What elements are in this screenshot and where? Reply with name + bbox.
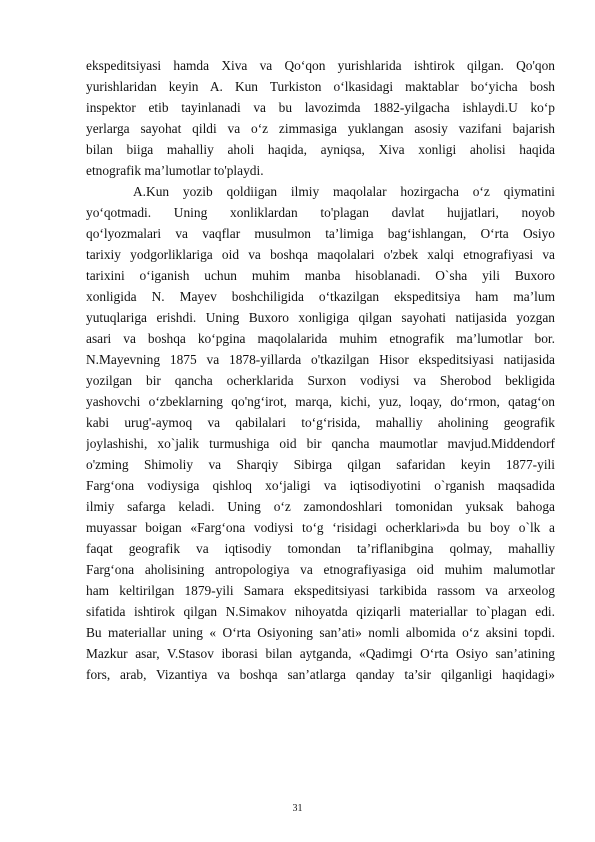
text-line: etnografik ma’lumotlar to'playdi. [86,163,264,178]
text-line: Bu materiallar uning « O‘rta Osiyoning san’ati» nomli albomida o‘z aksini topdi. [86,625,555,640]
paragraph-first-line: A.Kun yozib qoldiigan ilmiy maqolalar hozirgacha o‘z qiymatini [133,184,555,199]
text-line: ekspeditsiyasi hamda Xiva va Qo‘qon yurishlarida ishtirok qilgan. Qo'qon [86,58,555,73]
text-line: ilmiy safarga keladi. Uning o‘z zamondoshlari tomonidan yuksak bahoga [86,499,555,514]
text-line: bilan biiga mahalliy aholi haqida, ayniqsa, Xiva xonligi aholisi haqida [86,142,555,157]
body-text [86,55,555,685]
text-line: yozilgan bir qancha ocherklarida Surxon vodiysi va Sherobod bekligida [86,373,555,388]
text-line: yerlarga sayohat qildi va o‘z zimmasiga yuklangan asosiy vazifani bajarish [86,121,555,136]
text-line: yutuqlariga erishdi. Uning Buxoro xonligiga qilgan sayohati natijasida yozgan [86,310,555,325]
text-line: tarixiy yodgorliklariga oid va boshqa maqolalari o'zbek xalqi etnografiyasi va [86,247,555,262]
text-line: joylashishi, xo`jalik turmushiga oid bir qancha maumotlar mavjud.Middendorf [86,436,555,451]
text-line: Farg‘ona aholisining antropologiya va etnografiyasiga oid muhim malumotlar [86,562,555,577]
text-line: yashovchi o‘zbeklarning qo'ng‘irot, marqa, kichi, yuz, loqay, do‘rmon, qatag‘on [86,394,555,409]
text-line: N.Mayevning 1875 va 1878-yillarda o'tkazilgan Hisor ekspeditsiyasi natijasida [86,352,555,367]
page-number: 31 [292,803,303,814]
text-line: qo‘lyozmalari va vaqflar musulmon ta’limiga bag‘ishlangan, O‘rta Osiyo [86,226,555,241]
text-line: Mazkur asar, V.Stasov iborasi bilan aytganda, «Qadimgi O‘rta Osiyo san’atining [86,646,555,661]
text-line: muyassar boigan «Farg‘ona vodiysi to‘g ‘risidagi ocherklari»da bu boy o`lk a [86,520,555,535]
text-line: xonligida N. Mayev boshchiligida o‘tkazilgan ekspeditsiya ham ma’lum [86,289,555,304]
text-line: fors, arab, Vizantiya va boshqa san’atlarga qanday ta’sir qilganligi haqidagi» [86,667,555,682]
text-line: tarixini o‘iganish uchun muhim manba hisoblanadi. O`sha yili Buxoro [86,268,555,283]
text-line: yurishlaridan keyin A. Kun Turkiston o‘lkasidagi maktablar bo‘yicha bosh [86,79,555,94]
text-line: faqat geografik va iqtisodiy tomondan ta’riflanibgina qolmay, mahalliy [86,541,555,556]
text-line: inspektor etib tayinlanadi va bu lavozimda 1882-yilgacha ishlaydi.U ko‘p [86,100,555,115]
text-line: Farg‘ona vodiysiga qishloq xo‘jaligi va iqtisodiyotini o`rganish maqsadida [86,478,555,493]
text-line: kabi urug'-aymoq va qabilalari to‘g‘risida, mahalliy aholining geografik [86,415,555,430]
text-line: asari va boshqa ko‘pgina maqolalarida muhim etnografik ma’lumotlar bor. [86,331,555,346]
text-line: sifatida ishtirok qilgan N.Simakov nihoyatda qiziqarli materiallar to`plagan edi. [86,604,555,619]
text-line: ham keltirilgan 1879-yili Samara ekspeditsiyasi tarkibida rassom va arxeolog [86,583,555,598]
text-line: o'zming Shimoliy va Sharqiy Sibirga qilgan safaridan keyin 1877-yili [86,457,555,472]
text-line: yo‘qotmadi. Uning xonliklardan to'plagan davlat hujjatlari, noyob [86,205,555,220]
